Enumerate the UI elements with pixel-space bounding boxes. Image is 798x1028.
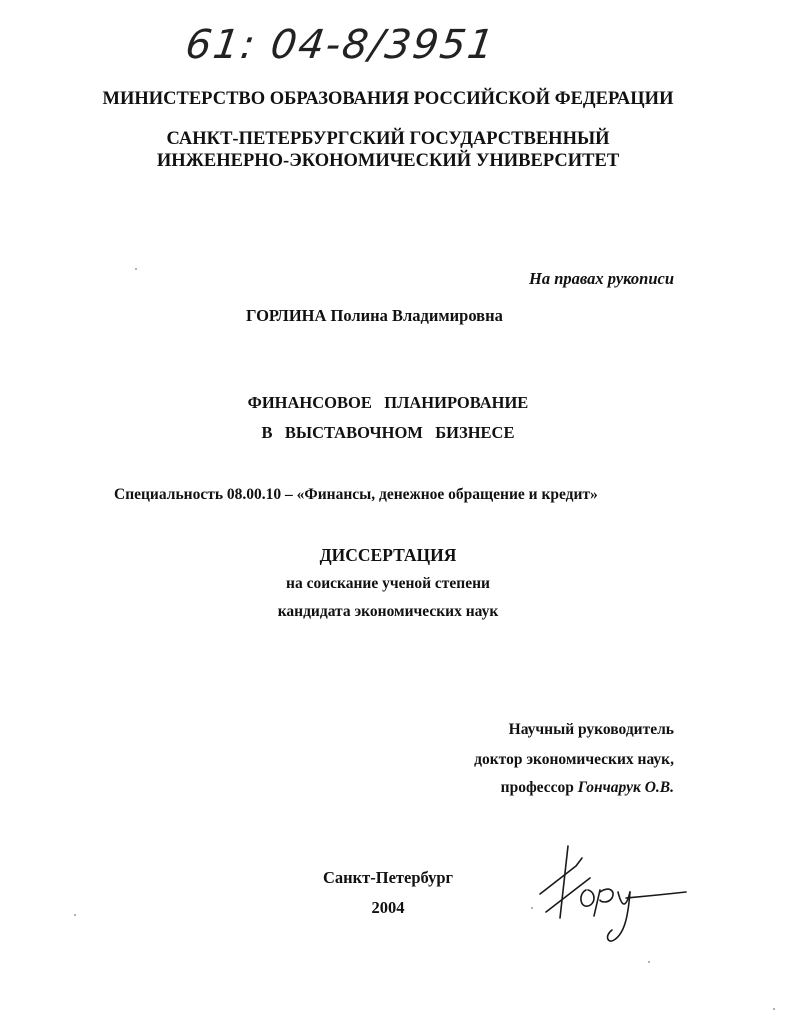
year: 2004	[371, 898, 405, 917]
handwritten-archive-code: 61: 04-8/3951	[182, 22, 499, 68]
degree-line2: кандидата экономических наук	[277, 603, 499, 620]
signature	[530, 838, 690, 948]
supervisor-role: профессор	[500, 779, 574, 796]
university-name-line2: ИНЖЕНЕРНО-ЭКОНОМИЧЕСКИЙ УНИВЕРСИТЕТ	[156, 151, 620, 171]
degree-line1: на соискание ученой степени	[286, 575, 490, 592]
ministry-heading: МИНИСТЕРСТВО ОБРАЗОВАНИЯ РОССИЙСКОЙ ФЕДЕРАЦИИ	[102, 89, 674, 109]
author-surname: ГОРЛИНА	[246, 306, 327, 325]
scan-speck	[74, 914, 76, 916]
supervisor-name: Гончарук О.В.	[577, 779, 674, 796]
scan-speck	[531, 907, 533, 909]
city: Санкт-Петербург	[322, 868, 454, 887]
university-name-line1: САНКТ-ПЕТЕРБУРГСКИЙ ГОСУДАРСТВЕННЫЙ	[166, 129, 610, 149]
supervisor-title: Научный руководитель	[508, 721, 674, 738]
author-given-names: Полина Владимировна	[330, 306, 503, 325]
supervisor-name-line	[501, 779, 674, 797]
dissertation-title-line1: ФИНАНСОВОЕ ПЛАНИРОВАНИЕ	[247, 393, 529, 412]
scan-speck	[135, 268, 137, 270]
specialty-line: Специальность 08.00.10 – «Финансы, денежное обращение и кредит»	[114, 486, 598, 503]
supervisor-degree: доктор экономических наук,	[474, 751, 674, 768]
dissertation-label: ДИССЕРТАЦИЯ	[319, 545, 457, 565]
rights-note: На правах рукописи	[529, 269, 674, 288]
scan-speck	[648, 961, 650, 963]
dissertation-title-line2: В ВЫСТАВОЧНОМ БИЗНЕСЕ	[261, 423, 515, 442]
scan-speck	[773, 1008, 775, 1010]
author-name	[246, 306, 503, 326]
